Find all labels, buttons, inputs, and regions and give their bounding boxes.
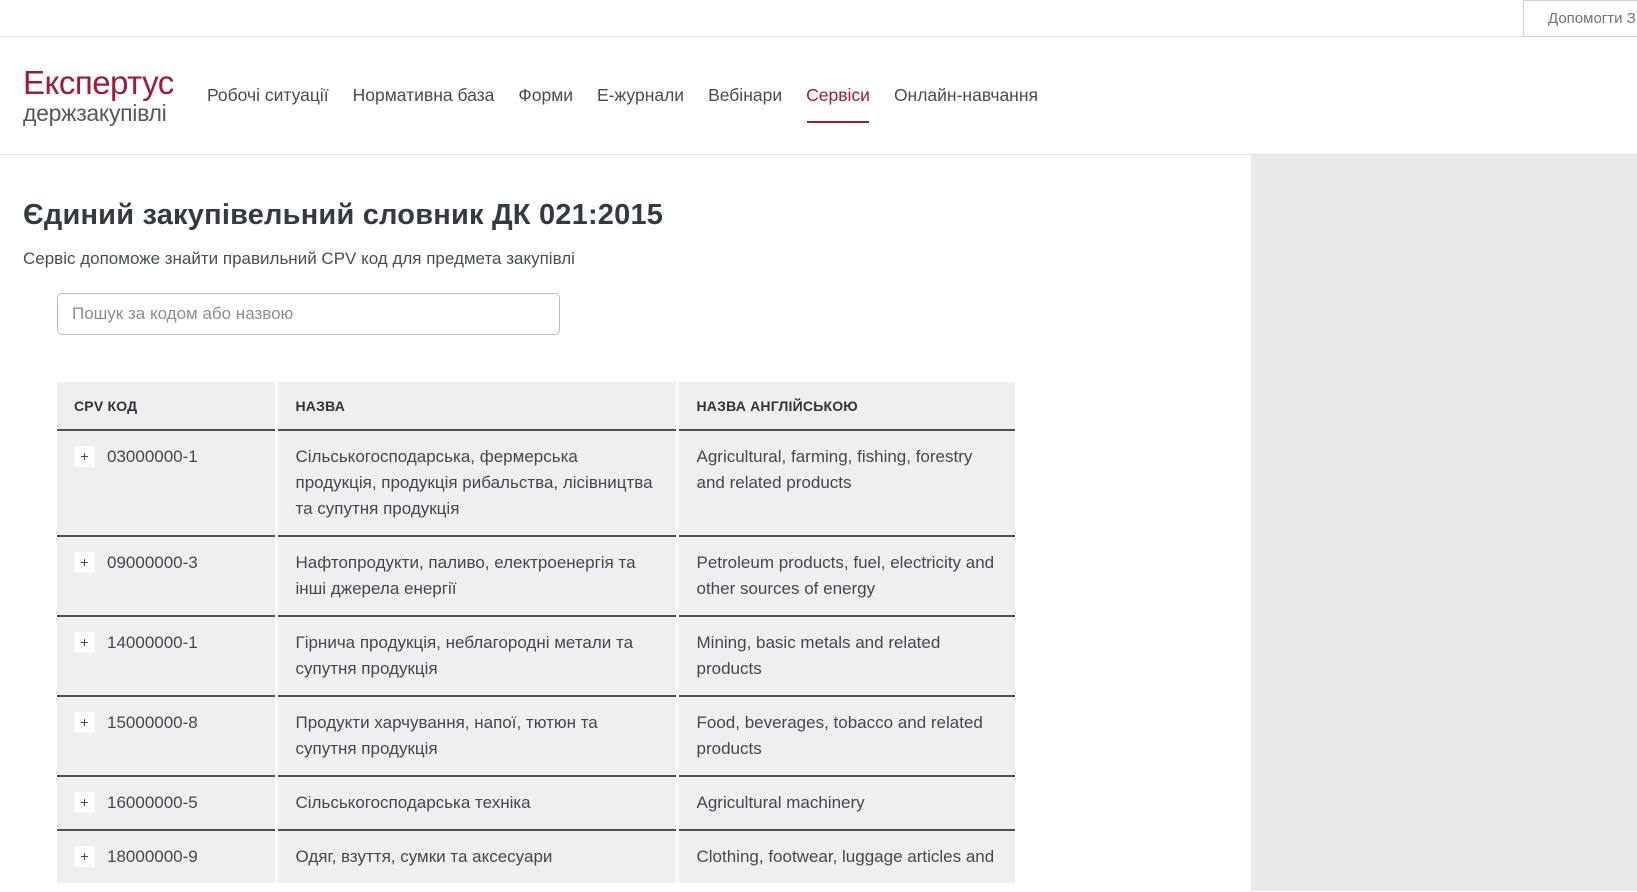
nav-item-4[interactable] <box>597 85 684 106</box>
cpv-code: 03000000-1 <box>107 447 198 466</box>
cpv-code: 15000000-8 <box>107 713 198 732</box>
nav-item-label: Нормативна база <box>352 85 495 105</box>
table-header-row <box>57 382 1015 430</box>
nav-item-label: Е-журнали <box>597 85 685 105</box>
nav-item-6[interactable] <box>806 85 870 106</box>
cpv-code: 18000000-9 <box>107 847 198 866</box>
nav-item-label: Вебінари <box>708 85 783 105</box>
cpv-name-ua: Сільськогосподарська техніка <box>276 776 677 830</box>
main-area <box>0 155 1637 891</box>
table-row <box>57 776 1015 830</box>
cpv-code: 16000000-5 <box>107 793 198 812</box>
table-row <box>57 536 1015 616</box>
site-logo[interactable] <box>23 63 181 127</box>
main-navigation <box>207 85 1038 106</box>
nav-item-1[interactable] <box>207 85 329 106</box>
cpv-name-ua: Продукти харчування, напої, тютюн та супутня продукція <box>276 696 677 776</box>
table-row <box>57 696 1015 776</box>
cpv-code: 14000000-1 <box>107 633 198 652</box>
cpv-name-en: Food, beverages, tobacco and related products <box>677 696 1015 776</box>
expand-row-button[interactable]: + <box>74 792 95 813</box>
nav-item-label: Онлайн-навчання <box>893 85 1038 105</box>
right-side-panel <box>1251 155 1637 891</box>
cpv-name-ua: Одяг, взуття, сумки та аксесуари <box>276 830 677 883</box>
cpv-name-en: Petroleum products, fuel, electricity and other sources of energy <box>677 536 1015 616</box>
cpv-code: 09000000-3 <box>107 553 198 572</box>
column-header-name-ua: НАЗВА <box>276 382 677 430</box>
page-title: Єдиний закупівельний словник ДК 021:2015 <box>23 199 664 231</box>
table-row <box>57 430 1015 536</box>
help-army-button[interactable]: Допомогти З <box>1523 0 1637 37</box>
cpv-name-en: Mining, basic metals and related products <box>677 616 1015 696</box>
column-header-cpv-code: CPV КОД <box>57 382 276 430</box>
logo-brand-subname: держзакупівлі <box>23 100 167 127</box>
nav-item-label: Сервіси <box>806 85 870 105</box>
nav-item-5[interactable] <box>708 85 782 106</box>
table-row <box>57 830 1015 883</box>
top-utility-bar <box>0 0 1637 37</box>
expand-row-button[interactable]: + <box>74 552 95 573</box>
column-header-name-en: НАЗВА АНГЛІЙСЬКОЮ <box>677 382 1015 430</box>
cpv-name-ua: Сільськогосподарська, фермерська продукція, продукція рибальства, лісівництва та супутня продукція <box>276 430 677 536</box>
expand-row-button[interactable]: + <box>74 712 95 733</box>
cpv-name-en: Agricultural machinery <box>677 776 1015 830</box>
expand-row-button[interactable]: + <box>74 632 95 653</box>
cpv-name-en: Clothing, footwear, luggage articles and <box>677 830 1015 883</box>
logo-brand-name: Експертус <box>23 63 174 101</box>
table-row <box>57 616 1015 696</box>
expand-row-button[interactable]: + <box>74 446 95 467</box>
expand-row-button[interactable]: + <box>74 846 95 867</box>
search-input[interactable] <box>57 293 560 335</box>
page-subtitle: Сервіс допоможе знайти правильний CPV код для предмета закупівлі <box>23 249 575 268</box>
nav-item-label: Робочі ситуації <box>207 85 329 105</box>
cpv-name-en: Agricultural, farming, fishing, forestry and related products <box>677 430 1015 536</box>
cpv-name-ua: Нафтопродукти, паливо, електроенергія та інші джерела енергії <box>276 536 677 616</box>
cpv-name-ua: Гірнича продукція, неблагородні метали та супутня продукція <box>276 616 677 696</box>
cpv-dictionary-table <box>57 382 1015 883</box>
nav-item-label: Форми <box>518 85 573 105</box>
nav-item-7[interactable] <box>894 85 1038 106</box>
site-header <box>0 37 1637 155</box>
nav-item-3[interactable] <box>518 85 573 106</box>
nav-item-2[interactable] <box>353 85 495 106</box>
